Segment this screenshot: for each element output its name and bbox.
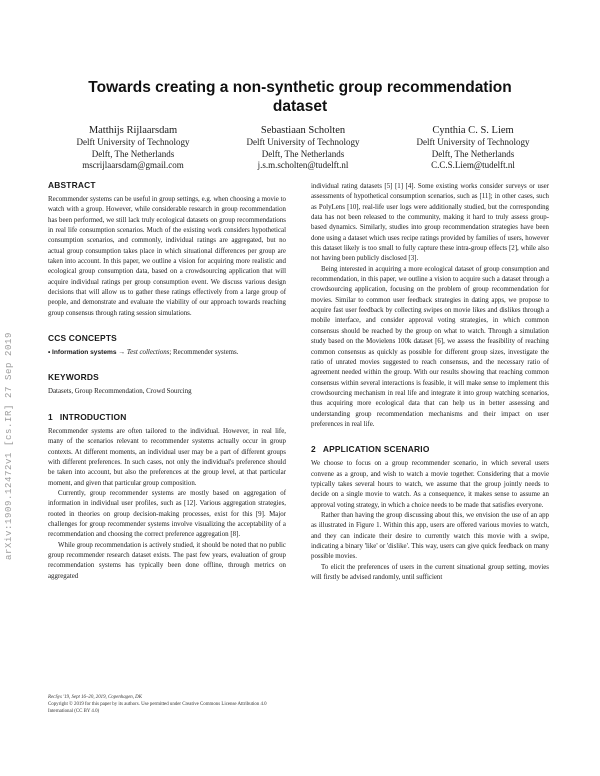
scenario-paragraph-1: We choose to focus on a group recommender scenario, in which several users convene as a group, and wish to watch a movie together. Considering that a movie typically takes several hours to watch, we assume that the group jointly needs to decide on a single movie to watch. As a consequence, it makes sense to assume an approval voting strategy, in which a choice needs to be made that satisfies everyone. [311, 460, 549, 509]
author-location: Delft, The Netherlands [261, 148, 345, 159]
intro-paragraph-2: Currently, group recommender systems are mostly based on aggregation of information in individual user profiles, such as [12]. Various aggregation strategies, rooted in theories on group decision-making processes, exist for this [9]. Major challenges for group recommender systems involve visualizing the acceptability of a recommendation and choosing the correct preference aggregation [8]. [48, 489, 286, 539]
footnote-venue: RecSys '19, Sept 16–20, 2019, Copenhagen, DK [48, 695, 142, 700]
arxiv-watermark [0, 296, 18, 596]
abstract-text: Recommender systems can be useful in group settings, e.g. when choosing a movie to watch with a group. However, while considerable research in group recommendation has been performed, we still lack truly ecological datasets on group recommendations in real life consumption scenarios. Much of the existing work considers hypothetical consumption scenarios, and commonly, individual ratings are aggregated, but no actual group consumption takes place in which situational differences per group are taken into account. In this paper, we outline a vision for acquiring more realistic and ecological group consumption data, based on a crowdsourcing application that will acquire individual ratings per group consumption event. We discuss various design decisions that will allow us to gather these ratings effectively from a large group of people, and demonstrate and evaluate the viability of our approach towards reaching group consensus through rating session simulations. [48, 196, 286, 317]
author-name: Matthijs Rijlaarsdam [88, 125, 178, 136]
author-2 [218, 124, 388, 172]
ccs-concept: Test collections [126, 349, 170, 357]
author-1 [48, 124, 218, 172]
author-name: Cynthia C. S. Liem [432, 125, 514, 136]
ccs-concepts [48, 348, 286, 358]
scenario-paragraph-2: Rather than having the group discussing about this, we envision the use of an app as illustrated in Figure 1. Within this app, users are offered various movies to watch, and they can indicate their desire to currently watch this movie with a swipe, indicating a binary 'like' or 'dislike'. This way, users can give quick feedback on many possible movies. [311, 511, 549, 561]
section-application-scenario-heading [311, 444, 549, 455]
intro-paragraph-1: Recommender systems are often tailored to the individual. However, in real life, many of the scenarios relevant to recommender systems actually occur in group contexts. At different moments, an individual user may be a part of different groups with different preferences. In such cases, not only the individual's preference should be taken into account, but also the preferences at the group level, at that particular moment, and given that particular group composition. [48, 427, 286, 487]
author-affiliation: Delft University of Technology [246, 137, 360, 147]
intro-paragraph-3: While group recommendation is actively studied, it should be noted that no public group recommender research dataset exists. The past few years, evaluation of group recommendation systems has typically been done offline, through metrics on aggregated [48, 541, 286, 580]
intro-paragraph-4: Being interested in acquiring a more ecological dataset of group consumption and recommendation, in this paper, we outline a vision to acquire such a dataset through a crowdsourcing application, focusing on the problem of group recommendation for movies. Similar to common user feedback strategies in dating apps, we propose to acquire fast user feedback by collecting swipes on movie likes and dislikes through a mobile interface, and consider approval voting strategies, in which common consensus should be reached by the group on what to watch. Through a simulation study based on the Movielens 100k dataset [6], we assess the feasibility of reaching common consensus as quickly as possible for different group sizes, investigate the ratio of unrated movies suggested to reach consensus, and the necessary ratio of agreement needed within the group. With our results showing that reaching common consensus within several interactions is feasible, it will make sense to implement this crowdsourcing mechanism in real life and integrate it into group watching scenarios, thus acquiring more ecological data that can help us in better assessing and understanding group recommendation mechanisms and their impact on user preferences in real life. [311, 265, 549, 428]
paper-title: Towards creating a non-synthetic group recommendation dataset [88, 79, 512, 115]
author-affiliation: Delft University of Technology [416, 137, 530, 147]
section-title: INTRODUCTION [59, 411, 127, 422]
right-column [311, 182, 549, 583]
author-name: Sebastiaan Scholten [260, 125, 346, 136]
author-email: j.s.m.scholten@tudelft.nl [257, 160, 349, 171]
keywords-heading: KEYWORDS [48, 372, 99, 383]
ccs-rest: ; Recommender systems. [169, 349, 239, 357]
left-column [48, 180, 286, 582]
section-number: 1 [48, 411, 53, 422]
author-email: C.C.S.Liem@tudelft.nl [431, 160, 515, 171]
section-number: 2 [311, 444, 316, 455]
arxiv-id-text: arXiv:1909.12472v1 [cs.IR] 27 Sep 2019 [4, 331, 14, 561]
scenario-paragraph-3: To elicit the preferences of users in the current situational group setting, movies will firstly be advised randomly, until sufficient [311, 563, 549, 582]
ccs-heading: CCS CONCEPTS [48, 333, 117, 344]
ccs-arrow: → [118, 349, 126, 357]
copyright-footnote [48, 695, 286, 715]
abstract-heading: ABSTRACT [48, 180, 96, 190]
ccs-category: Information systems [52, 349, 117, 357]
footnote-license: Copyright © 2019 for this paper by its authors. Use permitted under Creative Commons License Attribution 4.0 International (CC BY 4.0) [48, 701, 267, 714]
ccs-bullet: • [48, 349, 51, 357]
keywords-text: Datasets, Group Recommendation, Crowd Sourcing [48, 388, 192, 396]
author-affiliation: Delft University of Technology [76, 137, 190, 147]
author-block [48, 124, 558, 172]
author-location: Delft, The Netherlands [91, 148, 175, 159]
section-introduction-heading [48, 412, 286, 423]
intro-paragraph-continued: individual rating datasets [5] [1] [4]. Some existing works consider surveys or user assessments of hypothetical consumption scenarios, such as [11]; in other cases, such as PolyLens [10], real-life user logs were additionally studied, but the corresponding data has not been released to the community, making it hard to truly assess group-based dynamics. Similarly, studies into group recommendation strategies have been done using a dataset which uses recipe ratings provided by families of users, however this dataset likely is too small to fully capture these intra-group effects [2], while also not having been publicly disclosed [3]. [311, 183, 549, 263]
author-location: Delft, The Netherlands [431, 148, 515, 159]
author-email: mscrijlaarsdam@gmail.com [82, 160, 184, 171]
author-3 [388, 124, 558, 172]
section-title: APPLICATION SCENARIO [322, 444, 430, 455]
